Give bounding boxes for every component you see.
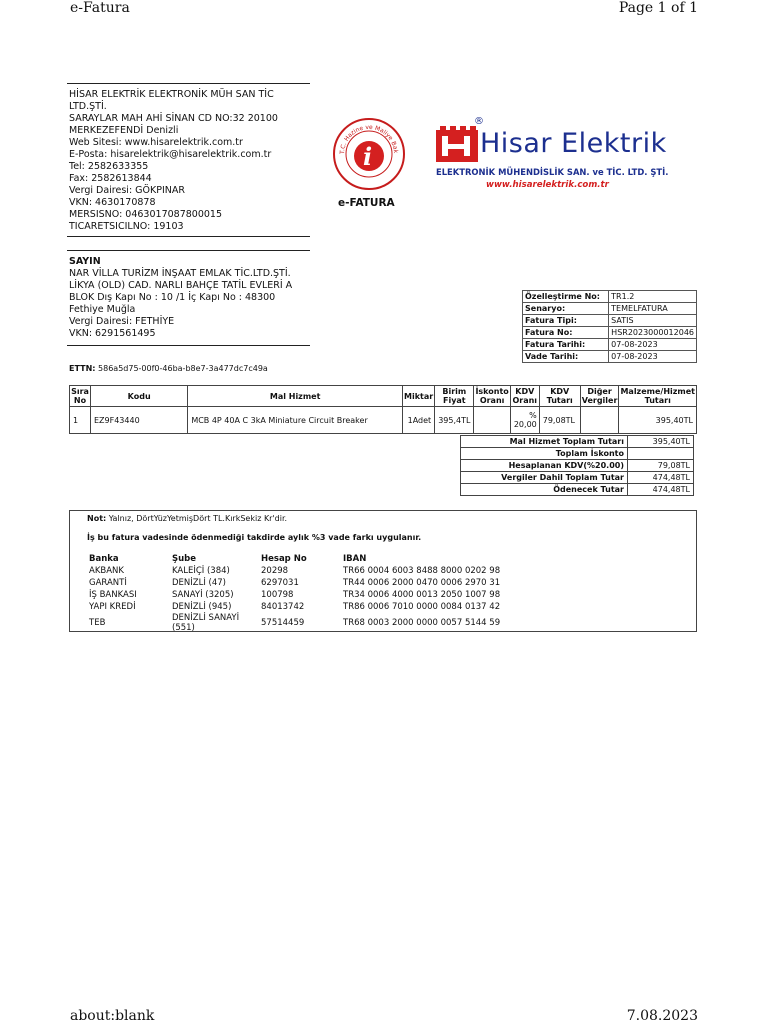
bank-row xyxy=(89,589,503,601)
col-sira: Sıra No xyxy=(71,387,89,405)
item-mal: MCB 4P 40A C 3kA Miniature Circuit Breaker xyxy=(188,407,403,434)
bank-iban: TR66 0004 6003 8488 8000 0202 98 xyxy=(343,566,501,576)
registered-mark: ® xyxy=(474,116,484,127)
totals-table xyxy=(460,435,694,496)
page-url: about:blank xyxy=(70,1008,155,1024)
bank-sube: SANAYİ (3205) xyxy=(172,590,234,600)
item-kdv-tutar: 79,08TL xyxy=(539,407,580,434)
invoice-info-table xyxy=(522,290,697,363)
items-header-row xyxy=(70,386,697,407)
totals-row xyxy=(461,436,694,448)
bank-hesap: 20298 xyxy=(261,566,289,576)
bank-row xyxy=(89,601,503,613)
bank-hesap: 100798 xyxy=(261,590,294,600)
bank-sube: DENİZLİ (945) xyxy=(172,602,232,612)
invoice-info-value: TEMELFATURA xyxy=(609,303,697,315)
buyer-name: NAR VİLLA TURİZM İNŞAAT EMLAK TİC.LTD.ŞTİ. xyxy=(69,268,291,279)
item-birim: 395,4TL xyxy=(435,407,474,434)
bank-sube: DENİZLİ SANAYİ (551) xyxy=(172,613,240,633)
seller-mersis: MERSISNO: 0463017087800015 xyxy=(69,209,223,220)
seller-vkn: VKN: 4630170878 xyxy=(69,197,156,208)
invoice-info-row xyxy=(523,315,697,327)
bank-iban: TR68 0003 2000 0000 0057 5144 59 xyxy=(343,618,501,628)
col-diger-vergiler: Diğer Vergiler xyxy=(581,387,618,405)
company-logo xyxy=(436,116,686,194)
bank-col-iban: IBAN xyxy=(343,554,367,564)
item-miktar: 1Adet xyxy=(402,407,434,434)
print-date: 7.08.2023 xyxy=(626,1008,698,1024)
bank-row xyxy=(89,613,503,633)
totals-label: Hesaplanan KDV(%20.00) xyxy=(461,460,628,472)
seller-website: Web Sitesi: www.hisarelektrik.com.tr xyxy=(69,137,243,148)
invoice-info-key: Vade Tarihi: xyxy=(523,351,609,363)
seller-trade-registry: TICARETSICILNO: 19103 xyxy=(69,221,184,232)
bank-table xyxy=(89,553,503,633)
seller-email: E-Posta: hisarelektrik@hisarelektrik.com.tr xyxy=(69,149,272,160)
seller-fax: Fax: 2582613844 xyxy=(69,173,152,184)
totals-row xyxy=(461,460,694,472)
bank-col-banka: Banka xyxy=(89,554,119,564)
buyer-block xyxy=(69,256,314,340)
invoice-info-value: SATIS xyxy=(609,315,697,327)
ettn-label: ETTN: xyxy=(69,364,96,373)
invoice-info-value: 07-08-2023 xyxy=(609,351,697,363)
totals-label: Ödenecek Tutar xyxy=(461,484,628,496)
page-indicator: Page 1 of 1 xyxy=(618,0,698,16)
col-tutar: Malzeme/Hizmet Tutarı xyxy=(620,387,695,405)
buyer-vkn: VKN: 6291561495 xyxy=(69,328,156,339)
seller-block xyxy=(69,89,314,233)
bank-iban: TR86 0006 7010 0000 0084 0137 42 xyxy=(343,602,501,612)
bank-banka: GARANTİ xyxy=(89,578,127,588)
buyer-city: Fethiye Muğla xyxy=(69,304,136,315)
bank-banka: İŞ BANKASI xyxy=(89,590,137,600)
gib-seal-logo xyxy=(332,117,406,191)
item-diger xyxy=(580,407,619,434)
buyer-address-cont: BLOK Dış Kapı No : 10 /1 İç Kapı No : 48300 xyxy=(69,292,276,303)
ettn-line xyxy=(69,364,268,373)
invoice-info-row xyxy=(523,351,697,363)
invoice-info-key: Senaryo: xyxy=(523,303,609,315)
bank-iban: TR44 0006 2000 0470 0006 2970 31 xyxy=(343,578,501,588)
invoice-info-key: Fatura Tarihi: xyxy=(523,339,609,351)
bank-banka: TEB xyxy=(89,618,106,628)
bank-header-row xyxy=(89,553,503,565)
bank-hesap: 57514459 xyxy=(261,618,305,628)
brand-subtitle: ELEKTRONİK MÜHENDİSLİK SAN. ve TİC. LTD. ŞTİ. xyxy=(436,167,669,177)
totals-label: Toplam İskonto xyxy=(461,448,628,460)
seller-address: SARAYLAR MAH AHİ SİNAN CD NO:32 20100 xyxy=(69,113,278,124)
totals-value xyxy=(628,448,694,460)
brand-name: Hisar Elektrik xyxy=(480,128,667,159)
ettn-value: 586a5d75-00f0-46ba-b8e7-3a477dc7c49a xyxy=(98,364,268,373)
bank-row xyxy=(89,577,503,589)
totals-value: 395,40TL xyxy=(628,436,694,448)
col-kdv-tutari: KDV Tutarı xyxy=(539,386,580,407)
col-mal-hizmet: Mal Hizmet xyxy=(188,386,403,407)
totals-label: Mal Hizmet Toplam Tutarı xyxy=(461,436,628,448)
buyer-bottom-rule xyxy=(67,345,310,346)
col-miktar: Miktar xyxy=(402,386,434,407)
invoice-info-key: Fatura Tipi: xyxy=(523,315,609,327)
item-kodu: EZ9F43440 xyxy=(90,407,187,434)
window-title: e-Fatura xyxy=(70,0,130,16)
buyer-label: SAYIN xyxy=(69,256,101,267)
item-tutar: 395,40TL xyxy=(619,407,697,434)
col-kodu: Kodu xyxy=(90,386,187,407)
totals-row xyxy=(461,448,694,460)
seller-name-cont: LTD.ŞTİ. xyxy=(69,101,107,112)
invoice-info-row xyxy=(523,303,697,315)
bank-col-sube: Şube xyxy=(172,554,197,564)
seller-name: HİSAR ELEKTRİK ELEKTRONİK MÜH SAN TİC xyxy=(69,89,274,100)
invoice-info-row xyxy=(523,339,697,351)
bank-row xyxy=(89,565,503,577)
bank-sube: DENİZLİ (47) xyxy=(172,578,226,588)
col-birim-fiyat: Birim Fiyat xyxy=(435,386,474,407)
castle-icon xyxy=(436,126,478,162)
seller-phone: Tel: 2582633355 xyxy=(69,161,149,172)
buyer-address: LİKYA (OLD) CAD. NARLI BAHÇE TATİL EVLERİ A xyxy=(69,280,293,291)
buyer-top-rule xyxy=(67,250,310,251)
invoice-info-key: Özelleştirme No: xyxy=(523,291,609,303)
invoice-info-row xyxy=(523,327,697,339)
buyer-tax-office: Vergi Dairesi: FETHİYE xyxy=(69,316,175,327)
doc-title: e-FATURA xyxy=(338,197,395,209)
seal-text: T.C. Hazine ve Maliye Bak xyxy=(338,123,400,155)
seller-tax-office: Vergi Dairesi: GÖKPINAR xyxy=(69,185,185,196)
invoice-info-value: HSR2023000012046 xyxy=(609,327,697,339)
notes-box xyxy=(69,510,697,632)
item-kdv-oran: % 20,00 xyxy=(510,407,539,434)
invoice-info-key: Fatura No: xyxy=(523,327,609,339)
totals-row xyxy=(461,472,694,484)
late-fee-warning: İş bu fatura vadesinde ödenmediği takdirde aylık %3 vade farkı uygulanır. xyxy=(87,533,422,542)
seller-address-cont: MERKEZEFENDİ Denizli xyxy=(69,125,179,136)
bank-iban: TR34 0006 4000 0013 2050 1007 98 xyxy=(343,590,501,600)
table-row xyxy=(70,407,697,434)
note-label: Not: xyxy=(87,514,107,523)
note-text: Yalnız, DörtYüzYetmişDört TL.KırkSekiz Kr'dir. xyxy=(108,514,288,523)
item-iskonto xyxy=(474,407,510,434)
col-kdv-orani: KDV Oranı xyxy=(510,386,539,407)
bank-banka: AKBANK xyxy=(89,566,124,576)
item-sira: 1 xyxy=(70,407,91,434)
totals-value: 474,48TL xyxy=(628,484,694,496)
seller-bottom-rule xyxy=(67,236,310,237)
bank-hesap: 84013742 xyxy=(261,602,305,612)
invoice-info-value: 07-08-2023 xyxy=(609,339,697,351)
seller-top-rule xyxy=(67,83,310,84)
invoice-info-value: TR1.2 xyxy=(609,291,697,303)
totals-label: Vergiler Dahil Toplam Tutar xyxy=(461,472,628,484)
bank-banka: YAPI KREDİ xyxy=(89,602,136,612)
col-iskonto: İskonto Oranı xyxy=(475,387,509,405)
bank-sube: KALEİÇİ (384) xyxy=(172,566,230,576)
invoice-info-row xyxy=(523,291,697,303)
totals-value: 474,48TL xyxy=(628,472,694,484)
bank-col-hesap: Hesap No xyxy=(261,554,307,564)
bank-hesap: 6297031 xyxy=(261,578,299,588)
totals-row xyxy=(461,484,694,496)
svg-text:i: i xyxy=(363,142,373,171)
note-line xyxy=(87,514,287,523)
totals-value: 79,08TL xyxy=(628,460,694,472)
items-table xyxy=(69,385,697,434)
brand-url: www.hisarelektrik.com.tr xyxy=(486,180,609,190)
